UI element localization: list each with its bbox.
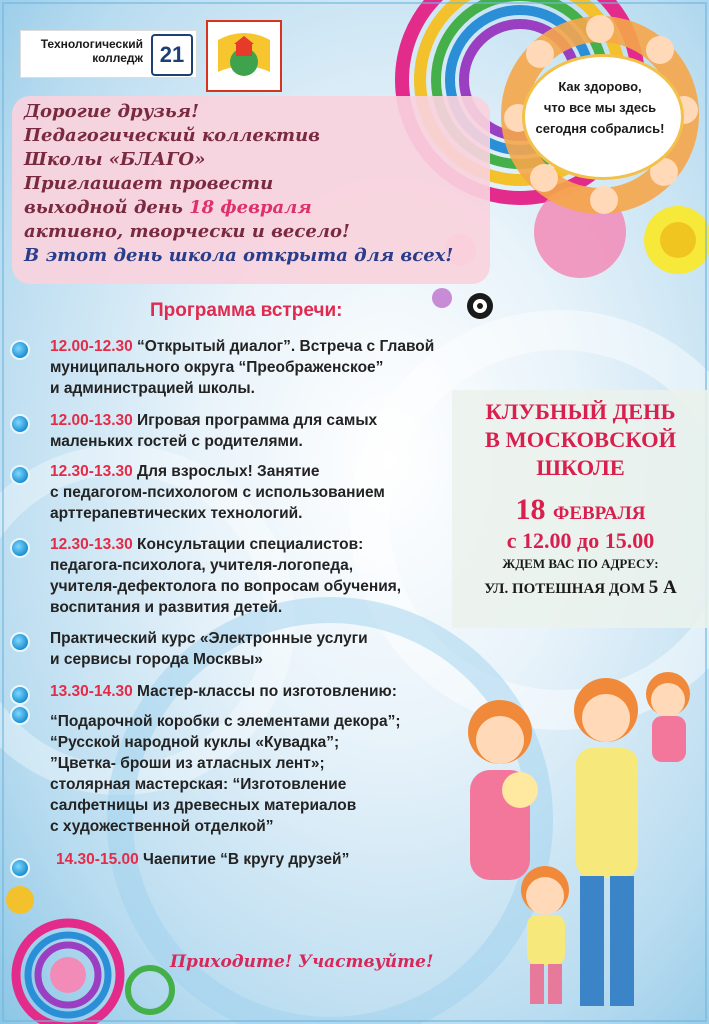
club-wait-label: ЖДЕМ ВАС ПО АДРЕСУ: xyxy=(502,556,659,571)
program-text: “Подарочной коробки с элементами декора”; xyxy=(50,713,401,730)
program-text: маленьких гостей с родителями. xyxy=(50,433,303,450)
club-address xyxy=(452,577,709,599)
greeting-line xyxy=(24,196,494,220)
greeting-line: Приглашает провести xyxy=(24,173,274,194)
greeting-text xyxy=(24,100,494,268)
program-text: арттерапевтических технологий. xyxy=(50,505,303,522)
bullet-icon xyxy=(10,858,30,878)
program-item xyxy=(50,711,401,837)
program-text: Практический курс «Электронные услуги xyxy=(50,630,368,647)
club-title-line: В МОСКОВСКОЙ xyxy=(484,427,677,452)
program-time: 12.00-13.30 xyxy=(50,412,133,429)
greeting-line-text: выходной день xyxy=(24,197,190,218)
program-text: Чаепитие “В кругу друзей” xyxy=(138,851,350,868)
program-text: и администрацией школы. xyxy=(50,380,255,397)
program-text: Игровая программа для самых xyxy=(132,412,378,429)
college-name-line1: Технологический xyxy=(40,37,143,51)
program-item xyxy=(56,849,349,870)
bullet-icon xyxy=(10,340,30,360)
bullet-icon xyxy=(10,632,30,652)
greeting-line: Педагогический коллектив xyxy=(24,125,321,146)
school-logo-icon xyxy=(206,20,282,92)
footer-slogan: Приходите! Участвуйте! xyxy=(170,952,434,972)
club-time: с 12.00 до 15.00 xyxy=(506,528,655,553)
club-date-number: 18 xyxy=(515,493,554,526)
program-time: 12.30-13.30 xyxy=(50,463,133,480)
program-time: 12.00-12.30 xyxy=(50,338,133,355)
club-day-title xyxy=(452,398,709,482)
program-text: “Русской народной куклы «Кувадка”; xyxy=(50,734,340,751)
program-text: Мастер-классы по изготовлению: xyxy=(132,683,397,700)
club-address-number: 5 А xyxy=(648,577,677,598)
program-text: муниципального округа “Преображенское” xyxy=(50,359,384,376)
club-date-month: ФЕВРАЛЯ xyxy=(553,503,646,524)
bubble-line: что все мы здесь xyxy=(543,100,657,115)
bubble-line: Как здорово, xyxy=(558,79,642,94)
program-item xyxy=(50,461,385,524)
greeting-line: Дорогие друзья! xyxy=(24,101,199,122)
program-text: педагога-психолога, учителя-логопеда, xyxy=(50,557,354,574)
college-name-line2: колледж xyxy=(92,51,143,65)
club-date xyxy=(452,493,709,527)
program-text: Консультации специалистов: xyxy=(132,536,364,553)
college-logo xyxy=(20,30,197,78)
program-time: 12.30-13.30 xyxy=(50,536,133,553)
program-text: “Открытый диалог”. Встреча с Главой xyxy=(132,338,435,355)
bullet-icon xyxy=(10,414,30,434)
bullet-icon xyxy=(10,465,30,485)
club-title-line: КЛУБНЫЙ ДЕНЬ xyxy=(485,399,676,424)
greeting-line: В этот день школа открыта для всех! xyxy=(24,245,454,266)
greeting-date: 18 февраля xyxy=(189,197,312,218)
program-time: 14.30-15.00 xyxy=(56,851,139,868)
program-title: Программа встречи: xyxy=(150,300,343,321)
program-text: Для взрослых! Занятие xyxy=(132,463,320,480)
program-text: учителя-дефектолога по вопросам обучения, xyxy=(50,578,402,595)
bubble-line: сегодня собрались! xyxy=(535,121,665,136)
program-text: с художественной отделкой” xyxy=(50,818,274,835)
program-text: ”Цветка- броши из атласных лент»; xyxy=(50,755,325,772)
speech-bubble-text xyxy=(522,76,678,139)
school-emblem-icon xyxy=(208,22,280,90)
program-item xyxy=(50,534,401,618)
greeting-line: Школы «БЛАГО» xyxy=(24,149,206,170)
sunflower-icon xyxy=(644,206,709,274)
bullet-icon xyxy=(10,705,30,725)
club-address-street: УЛ. ПОТЕШНАЯ ДОМ xyxy=(484,581,649,597)
program-item xyxy=(50,336,434,399)
program-time: 13.30-14.30 xyxy=(50,683,133,700)
program-item xyxy=(50,628,368,670)
program-text: салфетницы из древесных материалов xyxy=(50,797,357,814)
greeting-line: активно, творчески и весело! xyxy=(24,221,350,242)
club-title-line: ШКОЛЕ xyxy=(536,455,625,480)
program-text: столярная мастерская: “Изготовление xyxy=(50,776,347,793)
program-text: с педагогом-психологом с использованием xyxy=(50,484,385,501)
program-text: и сервисы города Москвы» xyxy=(50,651,263,668)
bullet-icon xyxy=(10,538,30,558)
college-number: 21 xyxy=(151,34,193,76)
bullet-icon xyxy=(10,685,30,705)
college-name xyxy=(23,37,143,65)
program-item xyxy=(50,410,377,452)
program-text: воспитания и развития детей. xyxy=(50,599,283,616)
program-item xyxy=(50,681,397,702)
